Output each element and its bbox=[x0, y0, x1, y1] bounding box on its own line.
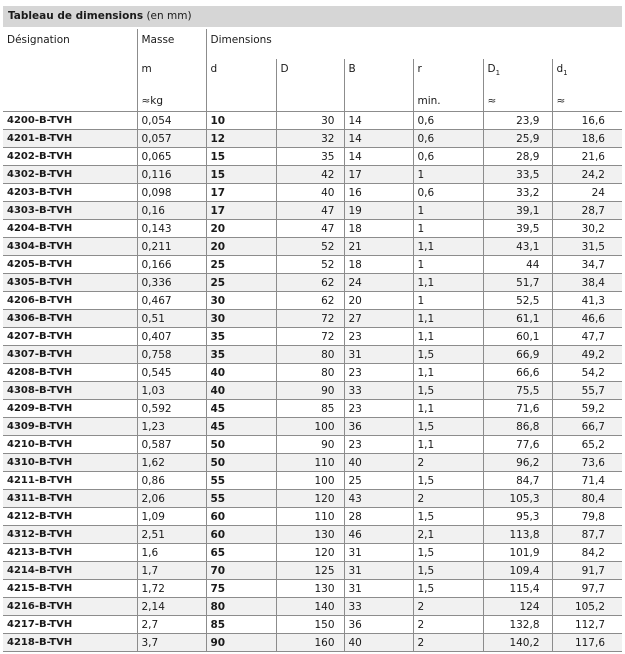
cell-d: 20 bbox=[206, 238, 276, 256]
cell-B: 31 bbox=[344, 562, 413, 580]
cell-B: 36 bbox=[344, 616, 413, 634]
cell-designation: 4207-B-TVH bbox=[3, 328, 137, 346]
cell-d: 15 bbox=[206, 148, 276, 166]
table-row bbox=[3, 166, 622, 184]
header-col-D1: $D_1$ bbox=[483, 59, 552, 93]
cell-D: 32 bbox=[276, 130, 344, 148]
cell-masse: 0,098 bbox=[137, 184, 206, 202]
table-row bbox=[3, 472, 622, 490]
cell-D1: 52,5 bbox=[483, 292, 552, 310]
cell-D1: 109,4 bbox=[483, 562, 552, 580]
header-r-min: min. bbox=[413, 93, 483, 112]
cell-d: 40 bbox=[206, 364, 276, 382]
cell-d: 30 bbox=[206, 292, 276, 310]
cell-d: 40 bbox=[206, 382, 276, 400]
cell-B: 43 bbox=[344, 490, 413, 508]
header-col-r: r bbox=[413, 59, 483, 93]
cell-B: 40 bbox=[344, 634, 413, 652]
cell-B: 19 bbox=[344, 202, 413, 220]
cell-r: 0,6 bbox=[413, 130, 483, 148]
table-bottom-line bbox=[3, 651, 622, 652]
cell-D1: 33,5 bbox=[483, 166, 552, 184]
cell-B: 24 bbox=[344, 274, 413, 292]
dimensions-table bbox=[3, 29, 622, 651]
table-row bbox=[3, 418, 622, 436]
cell-designation: 4205-B-TVH bbox=[3, 256, 137, 274]
cell-D1: 51,7 bbox=[483, 274, 552, 292]
cell-r: 1,5 bbox=[413, 562, 483, 580]
cell-masse: 1,72 bbox=[137, 580, 206, 598]
cell-B: 31 bbox=[344, 544, 413, 562]
cell-D1: 44 bbox=[483, 256, 552, 274]
cell-D1: 33,2 bbox=[483, 184, 552, 202]
cell-D1: 66,9 bbox=[483, 346, 552, 364]
table-row bbox=[3, 490, 622, 508]
cell-d1: 55,7 bbox=[552, 382, 622, 400]
cell-d: 30 bbox=[206, 310, 276, 328]
cell-r: 1,1 bbox=[413, 328, 483, 346]
table-row bbox=[3, 148, 622, 166]
cell-d1: 34,7 bbox=[552, 256, 622, 274]
table-row bbox=[3, 184, 622, 202]
cell-D1: 77,6 bbox=[483, 436, 552, 454]
header-designation: Désignation bbox=[7, 34, 70, 46]
cell-masse: 0,86 bbox=[137, 472, 206, 490]
table-row bbox=[3, 400, 622, 418]
cell-D: 85 bbox=[276, 400, 344, 418]
cell-D: 47 bbox=[276, 202, 344, 220]
cell-designation: 4213-B-TVH bbox=[3, 544, 137, 562]
cell-designation: 4305-B-TVH bbox=[3, 274, 137, 292]
cell-designation: 4308-B-TVH bbox=[3, 382, 137, 400]
cell-B: 14 bbox=[344, 112, 413, 130]
cell-D: 120 bbox=[276, 490, 344, 508]
cell-d1: 59,2 bbox=[552, 400, 622, 418]
cell-d1: 73,6 bbox=[552, 454, 622, 472]
cell-masse: 2,14 bbox=[137, 598, 206, 616]
header-masse: Masse bbox=[137, 29, 206, 59]
cell-d1: 16,6 bbox=[552, 112, 622, 130]
table-row bbox=[3, 508, 622, 526]
header-col-B: B bbox=[344, 59, 413, 93]
cell-r: 2 bbox=[413, 616, 483, 634]
cell-r: 1,1 bbox=[413, 364, 483, 382]
cell-masse: 0,054 bbox=[137, 112, 206, 130]
cell-masse: 0,16 bbox=[137, 202, 206, 220]
cell-D1: 39,1 bbox=[483, 202, 552, 220]
cell-masse: 2,51 bbox=[137, 526, 206, 544]
table-row bbox=[3, 580, 622, 598]
cell-r: 2,1 bbox=[413, 526, 483, 544]
cell-masse: 1,03 bbox=[137, 382, 206, 400]
cell-D: 80 bbox=[276, 346, 344, 364]
cell-D: 72 bbox=[276, 310, 344, 328]
cell-masse: 0,51 bbox=[137, 310, 206, 328]
table-row bbox=[3, 526, 622, 544]
cell-designation: 4214-B-TVH bbox=[3, 562, 137, 580]
header-row-1 bbox=[3, 29, 622, 59]
cell-r: 1,5 bbox=[413, 346, 483, 364]
table-row bbox=[3, 328, 622, 346]
cell-masse: 2,06 bbox=[137, 490, 206, 508]
cell-D: 140 bbox=[276, 598, 344, 616]
cell-d1: 41,3 bbox=[552, 292, 622, 310]
cell-d: 35 bbox=[206, 328, 276, 346]
cell-d1: 31,5 bbox=[552, 238, 622, 256]
cell-d1: 24,2 bbox=[552, 166, 622, 184]
table-row bbox=[3, 292, 622, 310]
cell-d1: 71,4 bbox=[552, 472, 622, 490]
cell-d: 85 bbox=[206, 616, 276, 634]
table-row bbox=[3, 202, 622, 220]
cell-d: 12 bbox=[206, 130, 276, 148]
cell-designation: 4218-B-TVH bbox=[3, 634, 137, 652]
table-row bbox=[3, 256, 622, 274]
cell-d: 50 bbox=[206, 436, 276, 454]
cell-D1: 60,1 bbox=[483, 328, 552, 346]
cell-r: 1,1 bbox=[413, 400, 483, 418]
cell-designation: 4201-B-TVH bbox=[3, 130, 137, 148]
cell-r: 1,1 bbox=[413, 310, 483, 328]
cell-r: 1,5 bbox=[413, 508, 483, 526]
cell-d1: 87,7 bbox=[552, 526, 622, 544]
cell-designation: 4212-B-TVH bbox=[3, 508, 137, 526]
cell-D1: 113,8 bbox=[483, 526, 552, 544]
cell-B: 27 bbox=[344, 310, 413, 328]
cell-B: 16 bbox=[344, 184, 413, 202]
cell-D1: 86,8 bbox=[483, 418, 552, 436]
table-row bbox=[3, 616, 622, 634]
cell-r: 1,5 bbox=[413, 472, 483, 490]
cell-d: 35 bbox=[206, 346, 276, 364]
cell-D: 130 bbox=[276, 580, 344, 598]
table-row bbox=[3, 310, 622, 328]
cell-D: 62 bbox=[276, 274, 344, 292]
table-row bbox=[3, 562, 622, 580]
cell-B: 23 bbox=[344, 436, 413, 454]
cell-r: 1,5 bbox=[413, 544, 483, 562]
cell-D: 125 bbox=[276, 562, 344, 580]
cell-D: 62 bbox=[276, 292, 344, 310]
cell-designation: 4211-B-TVH bbox=[3, 472, 137, 490]
cell-D: 120 bbox=[276, 544, 344, 562]
cell-designation: 4309-B-TVH bbox=[3, 418, 137, 436]
cell-d1: 79,8 bbox=[552, 508, 622, 526]
cell-d: 17 bbox=[206, 184, 276, 202]
header-col-D: D bbox=[276, 59, 344, 93]
cell-d1: 24 bbox=[552, 184, 622, 202]
cell-D: 90 bbox=[276, 436, 344, 454]
cell-D: 100 bbox=[276, 472, 344, 490]
cell-r: 2 bbox=[413, 490, 483, 508]
cell-d1: 54,2 bbox=[552, 364, 622, 382]
cell-r: 1 bbox=[413, 256, 483, 274]
cell-D: 35 bbox=[276, 148, 344, 166]
cell-d: 50 bbox=[206, 454, 276, 472]
cell-designation: 4209-B-TVH bbox=[3, 400, 137, 418]
cell-designation: 4200-B-TVH bbox=[3, 112, 137, 130]
cell-D: 130 bbox=[276, 526, 344, 544]
cell-designation: 4304-B-TVH bbox=[3, 238, 137, 256]
cell-masse: 0,336 bbox=[137, 274, 206, 292]
cell-B: 31 bbox=[344, 346, 413, 364]
cell-masse: 3,7 bbox=[137, 634, 206, 652]
cell-r: 1,1 bbox=[413, 436, 483, 454]
table-title-unit: (en mm) bbox=[146, 10, 192, 22]
cell-masse: 0,116 bbox=[137, 166, 206, 184]
header-masse-symbol: m bbox=[137, 59, 206, 93]
cell-B: 17 bbox=[344, 166, 413, 184]
cell-d: 80 bbox=[206, 598, 276, 616]
cell-D1: 66,6 bbox=[483, 364, 552, 382]
cell-r: 1,1 bbox=[413, 274, 483, 292]
cell-masse: 1,23 bbox=[137, 418, 206, 436]
header-col-d: d bbox=[206, 59, 276, 93]
table-row bbox=[3, 274, 622, 292]
cell-masse: 0,545 bbox=[137, 364, 206, 382]
cell-r: 2 bbox=[413, 598, 483, 616]
cell-D: 42 bbox=[276, 166, 344, 184]
cell-D1: 39,5 bbox=[483, 220, 552, 238]
table-row bbox=[3, 634, 622, 652]
cell-D: 52 bbox=[276, 238, 344, 256]
cell-masse: 1,62 bbox=[137, 454, 206, 472]
cell-d: 45 bbox=[206, 400, 276, 418]
cell-d1: 28,7 bbox=[552, 202, 622, 220]
cell-d: 65 bbox=[206, 544, 276, 562]
cell-d: 70 bbox=[206, 562, 276, 580]
cell-designation: 4310-B-TVH bbox=[3, 454, 137, 472]
cell-d1: 105,2 bbox=[552, 598, 622, 616]
cell-d: 10 bbox=[206, 112, 276, 130]
cell-d1: 80,4 bbox=[552, 490, 622, 508]
cell-d1: 65,2 bbox=[552, 436, 622, 454]
cell-B: 18 bbox=[344, 220, 413, 238]
table-title: Tableau de dimensions bbox=[8, 10, 144, 22]
cell-d1: 84,2 bbox=[552, 544, 622, 562]
cell-D: 80 bbox=[276, 364, 344, 382]
cell-masse: 0,758 bbox=[137, 346, 206, 364]
cell-D1: 23,9 bbox=[483, 112, 552, 130]
cell-d1: 66,7 bbox=[552, 418, 622, 436]
cell-designation: 4204-B-TVH bbox=[3, 220, 137, 238]
header-col-d1: $d_1$ bbox=[552, 59, 622, 93]
cell-designation: 4311-B-TVH bbox=[3, 490, 137, 508]
cell-B: 40 bbox=[344, 454, 413, 472]
table-row bbox=[3, 454, 622, 472]
cell-masse: 0,587 bbox=[137, 436, 206, 454]
cell-D1: 132,8 bbox=[483, 616, 552, 634]
cell-designation: 4210-B-TVH bbox=[3, 436, 137, 454]
cell-r: 2 bbox=[413, 454, 483, 472]
cell-B: 33 bbox=[344, 382, 413, 400]
cell-r: 1,5 bbox=[413, 418, 483, 436]
cell-r: 0,6 bbox=[413, 112, 483, 130]
cell-r: 0,6 bbox=[413, 184, 483, 202]
cell-B: 33 bbox=[344, 598, 413, 616]
cell-r: 1 bbox=[413, 292, 483, 310]
cell-D: 40 bbox=[276, 184, 344, 202]
cell-B: 25 bbox=[344, 472, 413, 490]
cell-D: 72 bbox=[276, 328, 344, 346]
cell-masse: 0,065 bbox=[137, 148, 206, 166]
cell-D: 47 bbox=[276, 220, 344, 238]
cell-designation: 4208-B-TVH bbox=[3, 364, 137, 382]
cell-masse: 0,407 bbox=[137, 328, 206, 346]
cell-d1: 18,6 bbox=[552, 130, 622, 148]
cell-d: 25 bbox=[206, 256, 276, 274]
cell-r: 1,1 bbox=[413, 238, 483, 256]
cell-designation: 4203-B-TVH bbox=[3, 184, 137, 202]
cell-d: 15 bbox=[206, 166, 276, 184]
cell-d1: 97,7 bbox=[552, 580, 622, 598]
cell-B: 14 bbox=[344, 130, 413, 148]
cell-d1: 30,2 bbox=[552, 220, 622, 238]
cell-B: 46 bbox=[344, 526, 413, 544]
table-row bbox=[3, 238, 622, 256]
cell-d: 55 bbox=[206, 490, 276, 508]
cell-D1: 140,2 bbox=[483, 634, 552, 652]
cell-masse: 0,467 bbox=[137, 292, 206, 310]
cell-d1: 47,7 bbox=[552, 328, 622, 346]
cell-D: 110 bbox=[276, 454, 344, 472]
cell-D: 52 bbox=[276, 256, 344, 274]
cell-D1: 95,3 bbox=[483, 508, 552, 526]
cell-d: 90 bbox=[206, 634, 276, 652]
cell-d: 17 bbox=[206, 202, 276, 220]
cell-designation: 4215-B-TVH bbox=[3, 580, 137, 598]
cell-D1: 101,9 bbox=[483, 544, 552, 562]
cell-designation: 4206-B-TVH bbox=[3, 292, 137, 310]
cell-D: 110 bbox=[276, 508, 344, 526]
cell-d: 75 bbox=[206, 580, 276, 598]
header-d1-approx: ≈ bbox=[552, 93, 622, 112]
cell-designation: 4306-B-TVH bbox=[3, 310, 137, 328]
cell-masse: 1,09 bbox=[137, 508, 206, 526]
cell-B: 23 bbox=[344, 328, 413, 346]
cell-B: 21 bbox=[344, 238, 413, 256]
table-row bbox=[3, 220, 622, 238]
cell-D1: 71,6 bbox=[483, 400, 552, 418]
cell-D1: 43,1 bbox=[483, 238, 552, 256]
cell-r: 2 bbox=[413, 634, 483, 652]
cell-D1: 124 bbox=[483, 598, 552, 616]
cell-D1: 96,2 bbox=[483, 454, 552, 472]
header-masse-unit: ≈kg bbox=[137, 93, 206, 112]
cell-d: 20 bbox=[206, 220, 276, 238]
cell-d1: 38,4 bbox=[552, 274, 622, 292]
cell-B: 28 bbox=[344, 508, 413, 526]
cell-designation: 4216-B-TVH bbox=[3, 598, 137, 616]
cell-d: 60 bbox=[206, 526, 276, 544]
cell-d1: 46,6 bbox=[552, 310, 622, 328]
table-row bbox=[3, 112, 622, 130]
cell-r: 1,5 bbox=[413, 382, 483, 400]
header-row-3 bbox=[3, 93, 622, 112]
cell-d: 55 bbox=[206, 472, 276, 490]
cell-designation: 4303-B-TVH bbox=[3, 202, 137, 220]
cell-designation: 4307-B-TVH bbox=[3, 346, 137, 364]
cell-B: 20 bbox=[344, 292, 413, 310]
cell-D1: 61,1 bbox=[483, 310, 552, 328]
cell-masse: 0,143 bbox=[137, 220, 206, 238]
cell-masse: 0,211 bbox=[137, 238, 206, 256]
table-title-bar bbox=[3, 6, 622, 27]
cell-d1: 49,2 bbox=[552, 346, 622, 364]
cell-D: 100 bbox=[276, 418, 344, 436]
cell-D1: 84,7 bbox=[483, 472, 552, 490]
cell-r: 1,5 bbox=[413, 580, 483, 598]
cell-D1: 28,9 bbox=[483, 148, 552, 166]
table-row bbox=[3, 130, 622, 148]
cell-B: 18 bbox=[344, 256, 413, 274]
cell-D1: 105,3 bbox=[483, 490, 552, 508]
cell-D: 160 bbox=[276, 634, 344, 652]
cell-d: 45 bbox=[206, 418, 276, 436]
cell-d1: 21,6 bbox=[552, 148, 622, 166]
cell-d1: 112,7 bbox=[552, 616, 622, 634]
header-row-2 bbox=[3, 59, 622, 93]
cell-designation: 4312-B-TVH bbox=[3, 526, 137, 544]
cell-B: 23 bbox=[344, 364, 413, 382]
cell-D: 90 bbox=[276, 382, 344, 400]
cell-r: 1 bbox=[413, 220, 483, 238]
cell-B: 23 bbox=[344, 400, 413, 418]
cell-d: 25 bbox=[206, 274, 276, 292]
cell-designation: 4217-B-TVH bbox=[3, 616, 137, 634]
cell-B: 36 bbox=[344, 418, 413, 436]
cell-D1: 75,5 bbox=[483, 382, 552, 400]
cell-masse: 1,6 bbox=[137, 544, 206, 562]
header-dimensions: Dimensions bbox=[206, 29, 276, 59]
cell-masse: 2,7 bbox=[137, 616, 206, 634]
cell-masse: 0,057 bbox=[137, 130, 206, 148]
cell-masse: 1,7 bbox=[137, 562, 206, 580]
cell-r: 0,6 bbox=[413, 148, 483, 166]
cell-D: 150 bbox=[276, 616, 344, 634]
cell-designation: 4302-B-TVH bbox=[3, 166, 137, 184]
table-row bbox=[3, 544, 622, 562]
cell-designation: 4202-B-TVH bbox=[3, 148, 137, 166]
cell-d1: 91,7 bbox=[552, 562, 622, 580]
cell-d1: 117,6 bbox=[552, 634, 622, 652]
cell-d: 60 bbox=[206, 508, 276, 526]
cell-masse: 0,592 bbox=[137, 400, 206, 418]
cell-D: 30 bbox=[276, 112, 344, 130]
cell-masse: 0,166 bbox=[137, 256, 206, 274]
cell-D1: 115,4 bbox=[483, 580, 552, 598]
cell-r: 1 bbox=[413, 166, 483, 184]
cell-B: 31 bbox=[344, 580, 413, 598]
header-D1-approx: ≈ bbox=[483, 93, 552, 112]
table-row bbox=[3, 436, 622, 454]
cell-r: 1 bbox=[413, 202, 483, 220]
cell-D1: 25,9 bbox=[483, 130, 552, 148]
table-row bbox=[3, 598, 622, 616]
cell-B: 14 bbox=[344, 148, 413, 166]
table-row bbox=[3, 364, 622, 382]
table-row bbox=[3, 346, 622, 364]
table-row bbox=[3, 382, 622, 400]
